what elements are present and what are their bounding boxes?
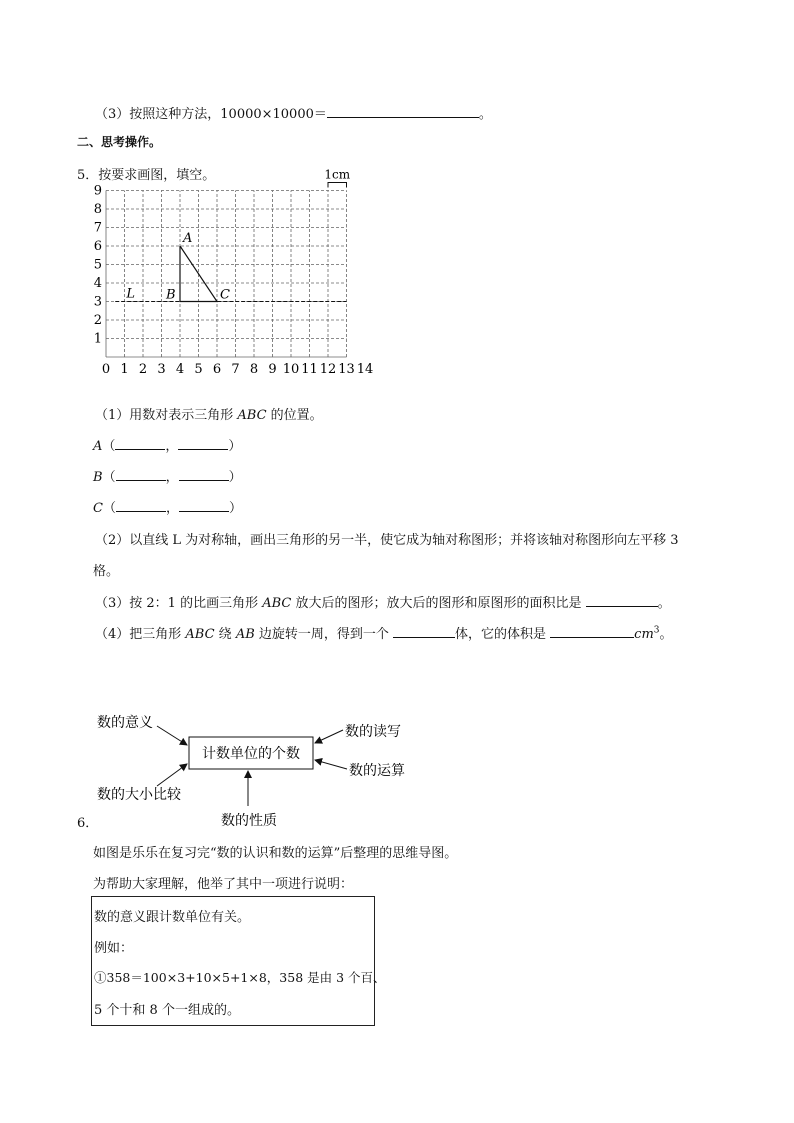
q4-3-prefix: （3）按照这种方法，10000×10000＝ xyxy=(95,107,327,122)
q5-sub3-b: 放大后的图形；放大后的图形和原图形的面积比是 xyxy=(291,596,586,611)
x-tick-label: 9 xyxy=(268,362,277,377)
q5-sub4-ab: AB xyxy=(235,627,255,642)
pair-a-y-blank[interactable] xyxy=(178,437,228,450)
pair-row-b xyxy=(93,466,242,485)
pair-label: B xyxy=(93,470,103,485)
q5-sub3-abc: ABC xyxy=(262,596,292,611)
x-tick-label: 12 xyxy=(319,362,337,377)
q5-sub4-b: 绕 xyxy=(214,627,236,642)
box-line-4: 5 个十和 8 个一组成的。 xyxy=(94,1003,240,1018)
q5-sub4-shape-blank[interactable] xyxy=(393,625,455,638)
x-tick-label: 10 xyxy=(282,362,300,377)
pair-c-y-blank[interactable] xyxy=(179,499,229,512)
comma: ， xyxy=(165,470,179,485)
unit-label: 1cm xyxy=(324,167,351,182)
line-l-label: L xyxy=(126,286,135,302)
y-tick-label: 2 xyxy=(93,313,102,328)
pair-label: A xyxy=(93,439,103,454)
x-tick-label: 2 xyxy=(138,362,148,377)
y-tick-label: 7 xyxy=(93,220,102,236)
y-tick-label: 9 xyxy=(93,183,102,199)
section-title: 二、思考操作。 xyxy=(77,135,162,149)
open-paren: （ xyxy=(102,470,116,485)
x-tick-label: 11 xyxy=(301,362,318,377)
y-tick-label: 8 xyxy=(93,202,102,217)
point-b-label: B xyxy=(166,287,176,303)
y-tick-label: 4 xyxy=(93,276,102,291)
open-paren: （ xyxy=(102,439,116,454)
pair-b-y-blank[interactable] xyxy=(179,468,229,481)
q5-sub3-end: 。 xyxy=(657,596,671,611)
pair-label: C xyxy=(93,501,103,516)
q5-sub1-text-b: 的位置。 xyxy=(266,408,323,423)
q5-sub4 xyxy=(95,623,673,642)
mindmap-bottom-left: 数的大小比较 xyxy=(97,787,181,803)
y-tick-label: 5 xyxy=(93,257,102,273)
x-tick-label: 5 xyxy=(194,362,203,377)
pair-row-a xyxy=(93,435,241,454)
mindmap-top-right: 数的读写 xyxy=(345,724,401,740)
point-c-label: C xyxy=(220,287,230,303)
q5-sub4-a: （4）把三角形 xyxy=(95,627,186,642)
q5-sub1 xyxy=(95,404,323,423)
mindmap-bottom-right: 数的运算 xyxy=(349,763,405,779)
arrow-bottom-left xyxy=(157,764,187,786)
pair-a-x-blank[interactable] xyxy=(115,437,165,450)
x-tick-label: 3 xyxy=(157,362,166,377)
x-tick-label: 7 xyxy=(231,362,240,377)
q6-desc2: 为帮助大家理解，他举了其中一项进行说明： xyxy=(93,877,354,892)
q5-sub4-volume-blank[interactable] xyxy=(550,625,634,638)
x-tick-label: 13 xyxy=(338,362,355,377)
pair-b-x-blank[interactable] xyxy=(116,468,166,481)
close-paren: ） xyxy=(228,501,242,516)
x-tick-label: 14 xyxy=(356,362,374,377)
arrow-top-right xyxy=(315,730,343,743)
mindmap-figure xyxy=(85,708,425,838)
y-tick-label: 3 xyxy=(93,294,102,310)
q5-sub3 xyxy=(95,592,671,611)
pair-row-c xyxy=(93,497,242,516)
q5-sub4-c: 边旋转一周，得到一个 xyxy=(254,627,394,642)
q5-sub4-unit: cm xyxy=(634,627,654,642)
comma: ， xyxy=(165,439,179,454)
mindmap-center-text: 计数单位的个数 xyxy=(202,746,300,762)
x-tick-label: 4 xyxy=(175,362,185,377)
x-tick-label: 6 xyxy=(212,362,222,377)
pair-c-x-blank[interactable] xyxy=(116,499,166,512)
y-tick-label: 6 xyxy=(93,239,102,254)
q5-sub1-text-a: （1）用数对表示三角形 xyxy=(95,408,238,423)
arrow-bottom-right xyxy=(315,760,347,769)
q5-sub3-a: （3）按 2：1 的比画三角形 xyxy=(95,596,263,611)
x-tick-label: 8 xyxy=(249,362,259,377)
unit-bracket xyxy=(328,183,347,188)
q6-number: 6． xyxy=(77,816,99,831)
y-tick-label: 1 xyxy=(93,331,102,347)
close-paren: ） xyxy=(228,439,242,454)
q5-sub1-abc: ABC xyxy=(237,408,267,423)
x-tick-label: 0 xyxy=(101,362,111,377)
q4-3-suffix: 。 xyxy=(478,107,492,122)
q5-sub2-line1: （2）以直线 L 为对称轴，画出三角形的另一半，使它成为轴对称图形；并将该轴对称图形向左平移 3 xyxy=(95,533,679,548)
x-tick-label: 1 xyxy=(120,362,129,377)
arrow-top-left xyxy=(157,726,187,745)
close-paren: ） xyxy=(228,470,242,485)
point-a-label: A xyxy=(183,231,193,246)
q5-sub4-abc: ABC xyxy=(185,627,215,642)
q4-3-line xyxy=(95,103,492,122)
box-line-2: 例如： xyxy=(94,941,134,956)
comma: ， xyxy=(165,501,179,516)
q6-example-box xyxy=(91,896,386,1026)
q5-sub4-sup: 3 xyxy=(653,625,660,636)
q5-sub4-end: 。 xyxy=(659,627,673,642)
q5-sub3-answer-blank[interactable] xyxy=(586,594,658,607)
q4-3-answer-blank[interactable] xyxy=(327,105,479,118)
box-line-1: 数的意义跟计数单位有关。 xyxy=(94,910,251,925)
q5-sub4-d: 体，它的体积是 xyxy=(455,627,551,642)
mindmap-top-left: 数的意义 xyxy=(97,715,153,731)
q5-sub2-line2: 格。 xyxy=(93,564,120,579)
mindmap-bottom: 数的性质 xyxy=(221,813,277,829)
open-paren: （ xyxy=(102,501,116,516)
q6-desc1: 如图是乐乐在复习完“数的认识和数的运算”后整理的思维导图。 xyxy=(93,846,458,861)
q5-title: 5．按要求画图，填空。 xyxy=(77,168,216,183)
box-line-3: ①358＝100×3+10×5+1×8，358 是由 3 个百、 xyxy=(94,970,386,985)
